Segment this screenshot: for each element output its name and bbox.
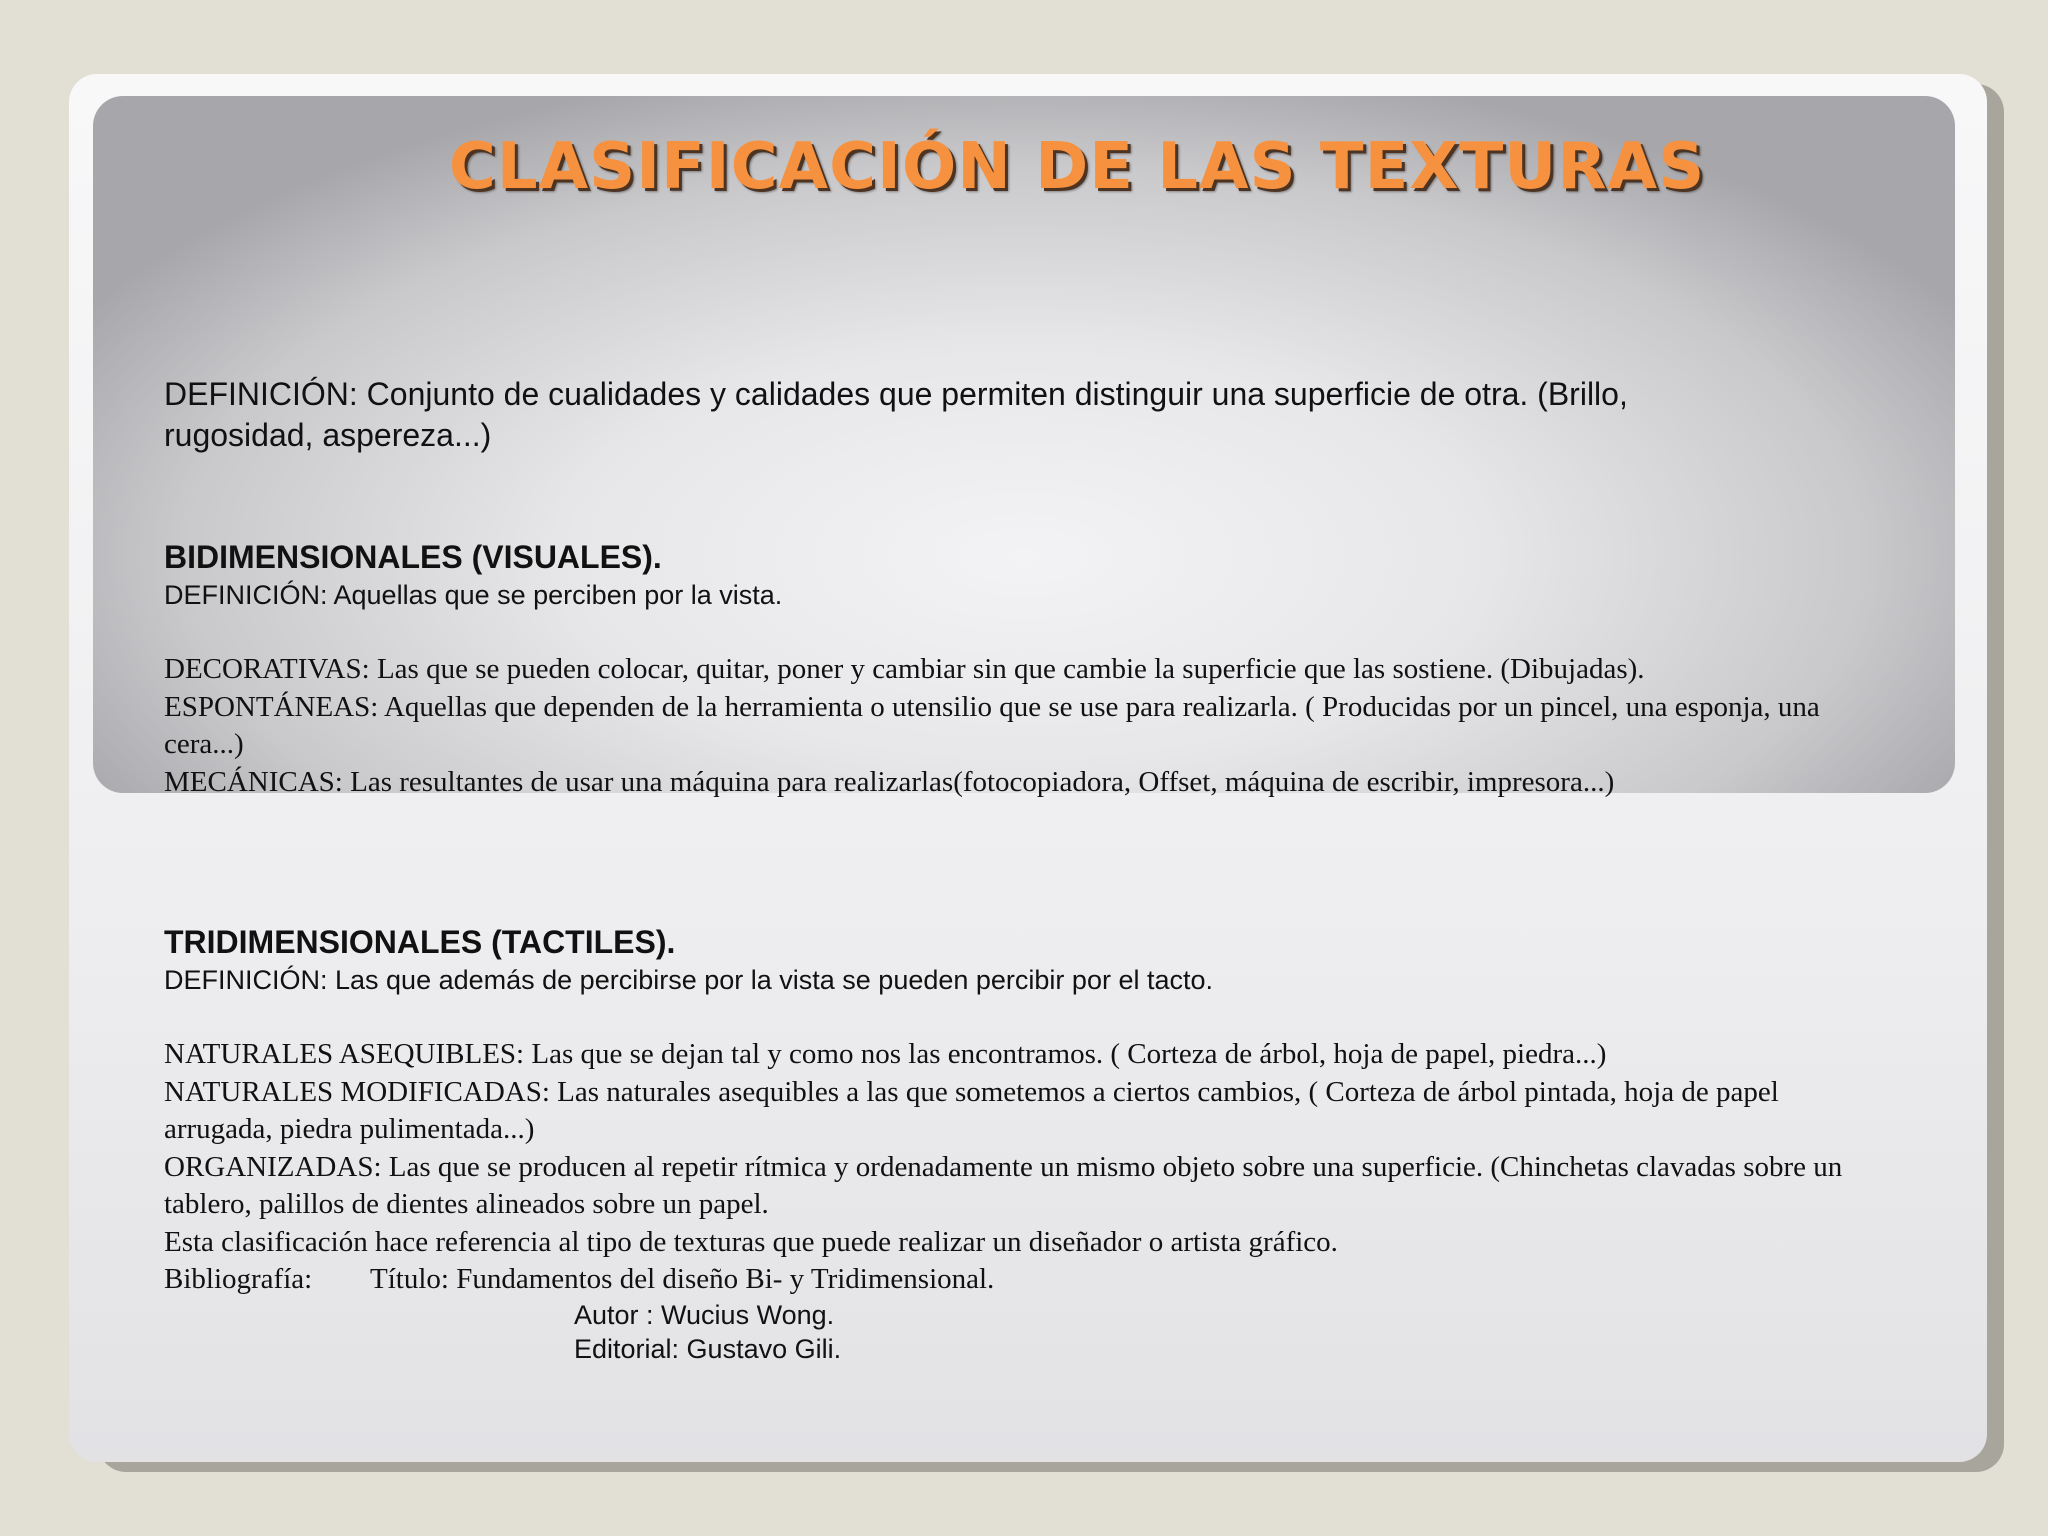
item-name: MECÁNICAS: <box>164 765 343 798</box>
item-text: Aquellas que dependen de la herramienta o utensilio que se use para realizarla. ( Producidas por un pincel, una esponja, una cera...) <box>164 690 1820 760</box>
list-item <box>164 689 1884 764</box>
item-name: ESPONTÁNEAS: <box>164 690 379 723</box>
item-name: ORGANIZADAS: <box>164 1150 382 1183</box>
slide-title: CLASIFICACIÓN DE LAS TEXTURAS <box>448 130 1706 204</box>
item-name: DECORATIVAS: <box>164 653 370 685</box>
bibliography-publisher: Editorial: Gustavo Gili. <box>574 1334 842 1364</box>
texture-definition: DEFINICIÓN: Conjunto de cualidades y calidades que permiten distinguir una superficie de otra. (Brillo, rugosidad, aspereza...) <box>164 376 1628 453</box>
list-item <box>164 764 1884 802</box>
list-item <box>164 1036 1884 1074</box>
bidimensional-definition: DEFINICIÓN: Aquellas que se perciben por la vista. <box>164 580 783 610</box>
bidimensional-heading: BIDIMENSIONALES (VISUALES). <box>164 539 662 575</box>
tridimensional-list <box>164 1036 1884 1261</box>
list-item <box>164 651 1884 689</box>
bidimensional-list <box>164 651 1884 801</box>
list-item <box>164 1149 1884 1224</box>
item-text: Las que se pueden colocar, quitar, poner y cambiar sin que cambie la superficie que las sostiene. (Dibujadas). <box>369 653 1645 685</box>
item-text: Las naturales asequibles a las que sometemos a ciertos cambios, ( Corteza de árbol pintada, hoja de papel arrugada, piedra pulimentada...) <box>164 1075 1779 1145</box>
item-name: NATURALES ASEQUIBLES: <box>164 1038 525 1070</box>
item-text: Las que se dejan tal y como nos las encontramos. ( Corteza de árbol, hoja de papel, piedra...) <box>524 1038 1607 1070</box>
bibliography-label: Bibliografía: <box>164 1263 313 1295</box>
classification-note: Esta clasificación hace referencia al tipo de texturas que puede realizar un diseñador o artista gráfico. <box>164 1225 1338 1258</box>
list-item <box>164 1074 1884 1149</box>
tridimensional-definition: DEFINICIÓN: Las que además de percibirse por la vista se pueden percibir por el tacto. <box>164 965 1214 995</box>
item-name: NATURALES MODIFICADAS: <box>164 1075 550 1108</box>
tridimensional-heading: TRIDIMENSIONALES (TACTILES). <box>164 924 676 960</box>
bibliography-title: Título: Fundamentos del diseño Bi- y Tridimensional. <box>370 1263 995 1295</box>
item-text: Las resultantes de usar una máquina para realizarlas(fotocopiadora, Offset, máquina de escribir, impresora...) <box>342 765 1615 798</box>
item-text: Las que se producen al repetir rítmica y ordenadamente un mismo objeto sobre una superficie. (Chinchetas clavadas sobre un tablero, palillos de dientes alineados sobre un papel. <box>164 1150 1843 1220</box>
bibliography-author: Autor : Wucius Wong. <box>574 1300 835 1330</box>
bibliography <box>164 1261 994 1299</box>
